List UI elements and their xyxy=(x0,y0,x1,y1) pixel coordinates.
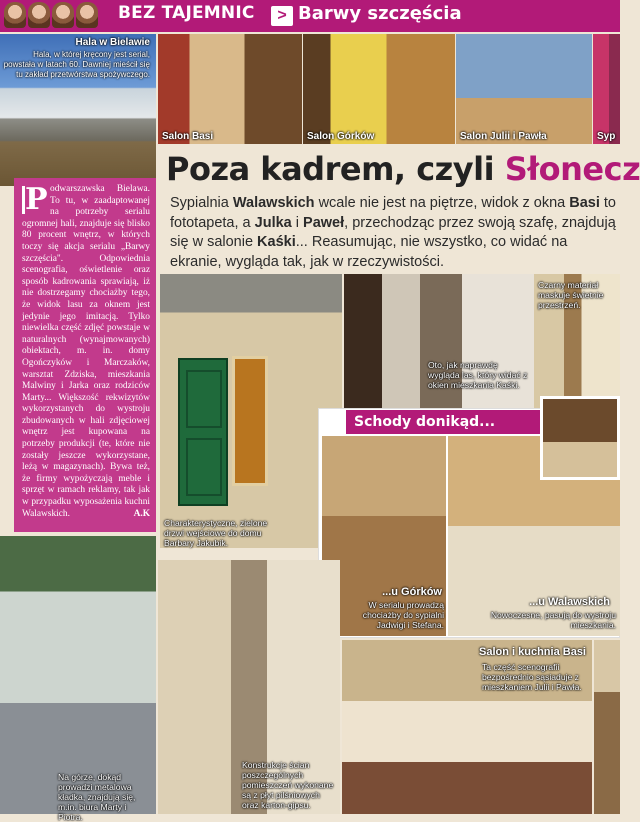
lead-text: , przechodząc przez swoją szafę, znajdują się w salonie xyxy=(170,214,616,250)
page-title xyxy=(166,150,640,188)
gorkow-caption: W serialu prowadzą chociażby do sypialni Jadwigi i Stefana. xyxy=(362,600,444,630)
brown-door xyxy=(232,356,268,486)
room-label: Syp xyxy=(597,131,616,142)
set-photo-scaffold xyxy=(0,536,156,822)
set-photo-edge xyxy=(594,640,620,814)
fabric-caption: Czarny materiał maskuje świetnie przestrzeń. xyxy=(538,280,604,310)
room-photo-sypialnia xyxy=(593,34,620,144)
hall-title: Hala w Bielawie xyxy=(75,37,150,48)
cast-photo xyxy=(52,2,74,28)
lead-name: Walawskich xyxy=(232,195,315,211)
set-photo-walls xyxy=(158,560,340,814)
cast-photo xyxy=(76,2,98,28)
window-caption: Oto, jak naprawdę wygląda las, który widać z okien mieszkania Kaśki. xyxy=(428,360,528,390)
stairs-banner: Schody donikąd... xyxy=(346,410,620,434)
lead-name: Basi xyxy=(569,195,600,211)
salon-caption: Ta część scenografii bezpośrednio sąsiaduje z mieszkaniem Julii i Pawła. xyxy=(482,662,582,692)
lead-text: i xyxy=(291,214,304,231)
walawskich-title: ...u Walawskich xyxy=(529,596,610,608)
room-label: Salon Górków xyxy=(307,131,375,142)
lead-paragraph xyxy=(170,194,616,272)
salon-title: Salon i kuchnia Basi xyxy=(479,646,586,658)
hall-text: Hala, w której kręcony jest serial, powstała w latach 60. Dawniej mieścił się tu zakład przetwórstwa spożywczego. xyxy=(3,50,150,79)
lead-text: ... Reasumując, nie wszystko, co widać na ekranie, wygląda tak, jak w rzeczywistości. xyxy=(170,234,568,270)
article-body: odwarszawska Bielawa. To tu, w zaadaptowanej na potrzeby serialu ogromnej hali, znajduje się blisko 80 procent wnętrz, w których toczy się akcja serialu „Barwy szczęścia". Odpowiednia scenografia, oświetlenie oraz sposób kadrowania sprawiają, iż nie dostrzegamy chociażby tego, że widok lasu za oknem jest jedynie jego imitacją. Tylko niewielka część zdjęć powstaje w naturalnych (wynajmowanych) obiektach, m. in. domy Ogończyków i Marczaków, warsztat Zdziska, mieszkania Malwiny i Jarka oraz rodziców Marty... Większość rekwizytów wykorzystanych do wystroju zbudowanych w hali zdjęciowej wnętrz jest kupowana na potrzeby produkcji (te, które nie zostały jeszcze wykorzystane, leżą w magazynach). Bywa też, że firmy wypożyczają meble i sprzęt w ramach reklamy, tak jak w przypadku wyposażenia kuchni Walawskich. xyxy=(22,184,150,519)
cast-photo xyxy=(28,2,50,28)
room-photo-salon-basi xyxy=(158,34,302,144)
walls-caption: Konstrukcje ścian poszczególnych pomieszczeń wykonane są z płyt pilśniowych oraz karton-gipsu. xyxy=(242,760,334,810)
door-caption: Charakterystyczne, zielone drzwi wejściowe do domu Barbary Jakubik. xyxy=(164,518,268,548)
drop-cap: P xyxy=(22,186,46,214)
lead-name: Julka xyxy=(254,214,292,231)
set-photo-window xyxy=(344,274,534,408)
stairs-photo-gorkow xyxy=(322,436,446,636)
author-signature: A.K xyxy=(133,508,150,519)
cast-photo xyxy=(4,2,26,28)
section-title: Barwy szczęścia xyxy=(298,3,462,24)
set-photo-fabric xyxy=(534,274,620,408)
set-photo-corner xyxy=(540,396,620,480)
lead-text: Sypialnia xyxy=(170,195,233,211)
salon-photo xyxy=(342,640,592,814)
scaffold-caption: Na górze, dokąd prowadzi metalowa kładka, znajdują się, m.in. biura Marty i Piotra. xyxy=(58,772,136,822)
green-door xyxy=(178,358,228,506)
room-label: Salon Basi xyxy=(162,131,214,142)
chevron-right-icon: > xyxy=(271,6,293,26)
lead-text: to fototapeta, a xyxy=(170,195,616,231)
article-column xyxy=(14,178,156,532)
room-photo-salon-gorkow xyxy=(303,34,455,144)
room-label: Salon Julii i Pawła xyxy=(460,131,547,142)
hall-photo xyxy=(0,34,156,186)
title-main: Poza kadrem, czyli xyxy=(166,150,505,188)
hall-caption xyxy=(0,38,150,80)
section-brand: BEZ TAJEMNIC xyxy=(118,3,255,23)
lead-name: Kaśki xyxy=(257,234,296,250)
lead-name: Paweł xyxy=(303,214,345,231)
door-panel xyxy=(186,370,222,428)
room-photo-salon-julii-i-pawla xyxy=(456,34,592,144)
lead-text: wcale nie jest na piętrze, widok z okna xyxy=(314,195,570,211)
title-accent: Słonecz xyxy=(504,150,640,188)
walawskich-caption: Nowoczesne, pasują do wystroju mieszkania. xyxy=(490,610,616,630)
door-panel xyxy=(186,438,222,496)
gorkow-title: ...u Górków xyxy=(382,586,442,598)
